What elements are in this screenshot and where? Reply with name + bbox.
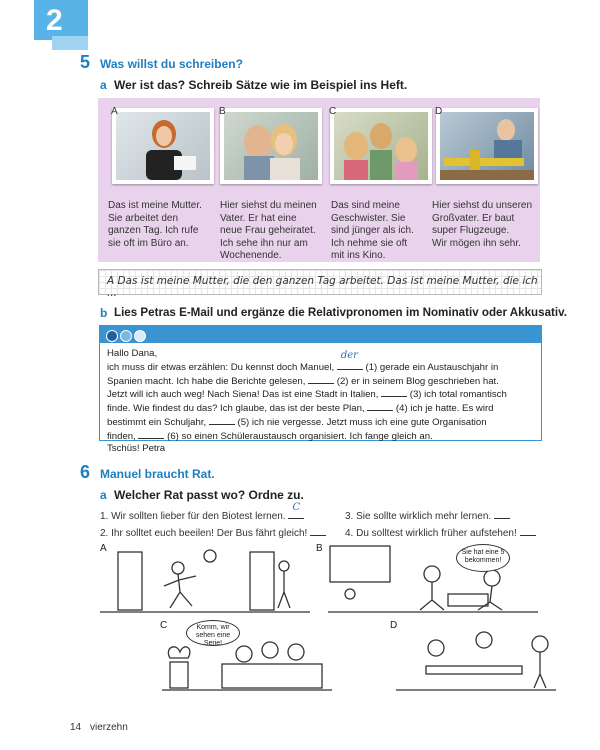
page-number: 14 <box>70 722 82 733</box>
question-3 <box>345 510 510 522</box>
caption-b-line: neue Frau geheiratet. <box>220 225 316 236</box>
email-text-segment: (4) ich je hatte. Es wird <box>393 403 494 415</box>
chapter-number: 2 <box>46 4 63 37</box>
caption-c-line: Ich nehme sie oft <box>331 237 408 249</box>
caption-c-line: mit ins Kino. <box>331 250 386 261</box>
blank-5[interactable] <box>209 415 235 425</box>
caption-c-line: Geschwister. Sie <box>331 212 406 224</box>
caption-d-line: Großvater. Er baut <box>432 212 515 224</box>
speech-bubble-c <box>186 620 240 646</box>
window-dot-icon <box>120 330 132 342</box>
blank-3[interactable] <box>381 387 407 397</box>
window-dot-icon <box>134 330 146 342</box>
email-greeting: Hallo Dana, <box>107 348 158 359</box>
photo-b <box>220 108 322 184</box>
scene-d-label: D <box>390 620 398 631</box>
example-answer-text: A Das ist meine Mutter, die den ganzen Tag arbeitet. Das ist meine Mutter, die ich ... <box>107 275 538 299</box>
email-text-segment: (6) so einen Schüleraustausch organisiert. Ich fange gleich an. <box>164 430 433 442</box>
email-text-segment: (3) ich total romantisch <box>407 389 507 401</box>
email-line <box>107 374 537 388</box>
question-4-text: 4. Du solltest wirklich früher aufstehen! <box>345 528 520 539</box>
blank-4[interactable] <box>367 401 393 411</box>
task-6a-instruction: Welcher Rat passt wo? Ordne zu. <box>114 488 304 502</box>
caption-d-line: Wir mögen ihn sehr. <box>432 237 521 249</box>
caption-c-line: sind jünger als ich. <box>331 225 414 236</box>
email-text-segment: bestimmt ein Schuljahr, <box>107 416 209 428</box>
handwritten-answer-1: der <box>340 349 358 361</box>
photo-b-label: B <box>219 106 226 117</box>
task-5a-instruction: Wer ist das? Schreib Sätze wie im Beispiel ins Heft. <box>114 78 408 92</box>
exercise-6-title: Manuel braucht Rat. <box>100 467 215 481</box>
email-text-segment: finden, <box>107 430 139 442</box>
question-4 <box>345 527 536 539</box>
question-2 <box>100 527 326 539</box>
email-text-segment: (2) er in seinem Blog geschrieben hat. <box>334 375 499 387</box>
task-5b-letter: b <box>100 306 108 320</box>
email-line <box>107 401 537 415</box>
example-answer-box <box>98 269 542 299</box>
caption-c <box>331 200 435 263</box>
blank-1[interactable] <box>337 349 363 370</box>
caption-a-line: Das ist meine Mutter. <box>108 200 202 211</box>
blank-2[interactable] <box>308 374 334 384</box>
photo-a-label: A <box>111 106 118 117</box>
scene-a-label: A <box>100 543 107 554</box>
answer-line-1[interactable] <box>288 502 304 519</box>
email-line <box>107 387 537 401</box>
scene-c-label: C <box>160 620 168 631</box>
chapter-tab-accent <box>52 36 88 50</box>
answer-line-3[interactable] <box>494 510 510 519</box>
photo-d <box>436 108 538 184</box>
exercise-6-number: 6 <box>80 462 91 482</box>
email-line <box>107 415 537 429</box>
task-5a-letter: a <box>100 78 107 92</box>
caption-b <box>220 200 324 263</box>
caption-d <box>432 200 536 250</box>
email-closing: Tschüs! Petra <box>107 442 166 454</box>
email-text-segment: Spanien macht. Ich habe die Berichte gelesen, <box>107 375 309 387</box>
caption-b-line: Vater. Er hat eine <box>220 212 297 224</box>
answer-line-2[interactable] <box>310 527 326 536</box>
scene-d-breakfast-illustration <box>396 622 556 694</box>
answer-line-4[interactable] <box>520 527 536 536</box>
task-6a-letter: a <box>100 488 107 502</box>
caption-c-line: Das sind meine <box>331 200 400 211</box>
caption-b-line: Ich sehe ihn nur am <box>220 237 308 249</box>
handwritten-answer-c: C <box>292 502 301 513</box>
scene-a-late-boy-illustration <box>100 546 310 616</box>
caption-a-line: sie oft im Büro an. <box>108 237 189 249</box>
caption-d-line: super Flugzeuge. <box>432 225 510 236</box>
page-number-word: vierzehn <box>90 722 128 733</box>
caption-a-line: ganzen Tag. Ich rufe <box>108 225 199 236</box>
email-box <box>99 325 542 454</box>
window-dot-icon <box>106 330 118 342</box>
question-2-text: 2. Ihr solltet euch beeilen! Der Bus fährt gleich! <box>100 528 311 539</box>
caption-b-line: Wochenende. <box>220 250 282 261</box>
task-5b-instruction: Lies Petras E-Mail und ergänze die Relativpronomen im Nominativ oder Akkusativ. <box>114 306 567 319</box>
photo-panel <box>98 98 540 262</box>
photo-c-label: C <box>329 106 337 117</box>
photo-d-label: D <box>435 106 443 117</box>
photo-c <box>330 108 432 184</box>
speech-bubble-b <box>456 544 510 572</box>
email-text-segment: (5) ich nie vergesse. Jetzt muss ich eine gute Organisation <box>234 416 487 428</box>
question-1 <box>100 502 304 522</box>
email-text-segment: Jetzt will ich auch weg! Nach Siena! Das ist eine Stadt in Italien, <box>107 389 382 401</box>
grandfather-with-plane-illustration <box>440 112 534 180</box>
caption-a-line: Sie arbeitet den <box>108 212 179 224</box>
exercise-5-title: Was willst du schreiben? <box>100 57 243 71</box>
blank-6[interactable] <box>138 429 164 439</box>
couple-illustration <box>224 112 318 180</box>
photo-c-image <box>334 112 428 180</box>
speech-bubble-b-text: Sie hat eine 5 bekommen! <box>461 549 505 564</box>
photo-d-image <box>440 112 534 180</box>
scene-b-label: B <box>316 543 323 554</box>
speech-bubble-c-text: Komm, wir sehen eine Serie! <box>195 624 231 647</box>
email-line <box>107 429 537 443</box>
question-1-text: 1. Wir sollten lieber für den Biotest lernen. <box>100 511 289 522</box>
caption-a <box>108 200 212 250</box>
email-title-bar <box>100 326 541 343</box>
email-text-segment: finde. Wie findest du das? Ich glaube, das ist der beste Plan, <box>107 403 368 415</box>
photo-a <box>112 108 214 184</box>
question-3-text: 3. Sie sollte wirklich mehr lernen. <box>345 511 494 522</box>
email-body <box>107 348 537 454</box>
caption-b-line: Hier siehst du meinen <box>220 200 317 211</box>
email-text-segment: ich muss dir etwas erzählen: Du kennst doch Manuel, <box>107 361 337 373</box>
siblings-illustration <box>334 112 428 180</box>
email-text-segment: (1) gerade ein Austauschjahr in <box>362 361 499 373</box>
photo-a-image <box>116 112 210 180</box>
woman-on-phone-illustration <box>116 112 210 180</box>
exercise-5-number: 5 <box>80 52 91 72</box>
photo-b-image <box>224 112 318 180</box>
caption-d-line: Hier siehst du unseren <box>432 200 533 211</box>
